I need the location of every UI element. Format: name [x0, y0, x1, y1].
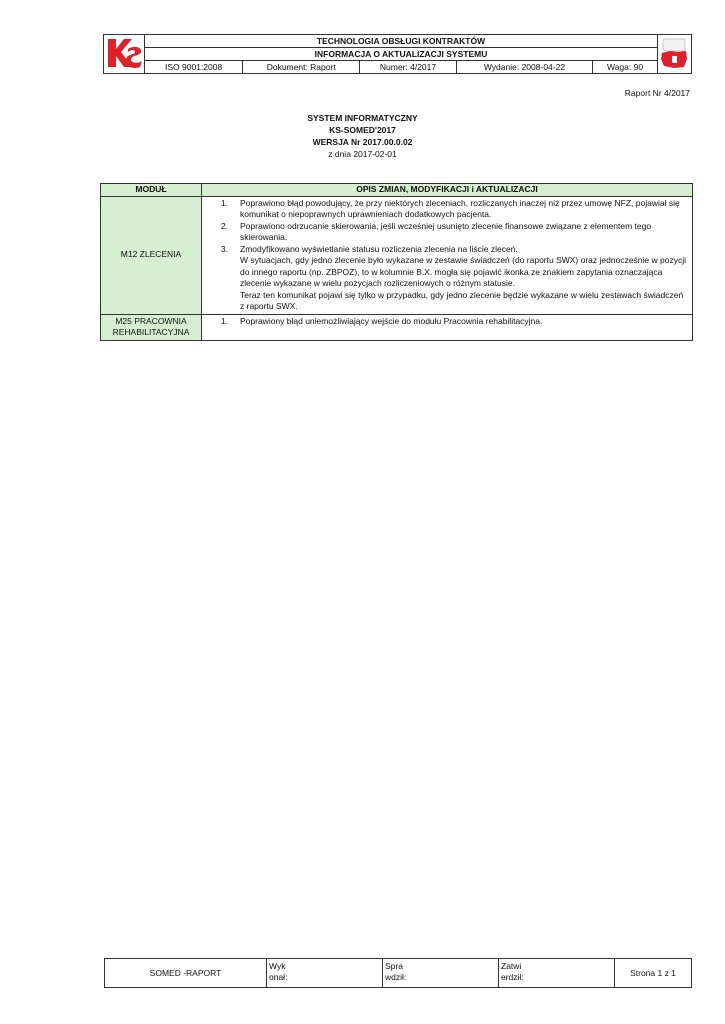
column-header-module: MODUŁ	[101, 184, 202, 197]
certificate-map-icon	[658, 35, 691, 71]
footer-executed-by: Wyk onał:	[267, 959, 383, 988]
title-block	[0, 112, 725, 160]
header-title-2: INFORMACJA O AKTUALIZACJI SYSTEMU	[145, 48, 658, 61]
report-number: Raport Nr 4/2017	[624, 88, 690, 98]
ks-logo-icon	[104, 35, 144, 71]
header-title-1: TECHNOLOGIA OBSŁUGI KONTRAKTÓW	[145, 35, 658, 48]
list-item-continuation	[202, 290, 688, 313]
item-text: Poprawiono odrzucanie skierowania, jeśli wcześniej usunięto zlecenie finansowe związane z elementem tego skierowania.	[240, 220, 652, 242]
edition-date: Wydanie: 2008-04-22	[456, 61, 592, 74]
item-number: 1.	[220, 315, 228, 326]
changes-table	[100, 183, 693, 341]
item-text: Zmodyfikowano wyświetlanie statusu rozliczenia zlecenia na liście zleceń.	[240, 243, 518, 254]
release-date: z dnia 2017-02-01	[328, 149, 397, 159]
change-description	[202, 314, 693, 340]
version-number: WERSJA Nr 2017.00.0.02	[312, 137, 413, 147]
document-type: Dokument: Raport	[243, 61, 360, 74]
table-row	[101, 314, 693, 340]
list-item	[202, 244, 688, 256]
list-item	[202, 198, 688, 221]
change-description	[202, 196, 693, 314]
cert-logo	[658, 35, 692, 74]
item-number: 3.	[220, 243, 228, 254]
item-text: Poprawiono błąd powodujący, że przy niektórych zleceniach, rozliczanych inaczej niż przez umowę NFZ, pojawiał się komunikat o niepoprawnych uprawnieniach dodatkowych pacjenta.	[240, 197, 680, 219]
item-text: Poprawiony błąd uniemożliwiający wejście do modułu Pracownia rehabilitacyjna.	[240, 315, 543, 326]
list-item	[202, 221, 688, 244]
footer-checked-by: Spra wdził:	[383, 959, 499, 988]
page-number: Strona 1 z 1	[615, 959, 692, 988]
list-item	[202, 316, 688, 328]
item-number: 2.	[220, 220, 228, 231]
item-text: Teraz ten komunikat pojawi się tylko w przypadku, gdy jedno zlecenie będzie wykazane w wielu zestawach świadczeń z raportu SWX.	[240, 289, 684, 311]
weight-label: Waga: 90	[593, 61, 658, 74]
footer-document-name: SOMED -RAPORT	[105, 959, 267, 988]
item-text: W sytuacjach, gdy jedno zlecenie było wykazane w zestawie świadczeń (do raportu SWX) oraz jednocześnie w pozycji do innego raportu (np. ZBPOZ), to w kolumnie B.X. mogła się pojawić ikonka ze znakiem zapytania oznaczająca zlecenie wykazane w wielu pozycjach rozliczeniowych o różnym statusie.	[240, 255, 686, 288]
module-name: M25 PRACOWNIA REHABILITACYJNA	[101, 314, 202, 340]
product-name: KS-SOMED'2017	[329, 125, 396, 135]
system-title: SYSTEM INFORMATYCZNY	[307, 113, 418, 123]
column-header-description: OPIS ZMIAN, MODYFIKACJI i AKTUALIZACJI	[202, 184, 693, 197]
footer-approved-by: Zatwi erdził:	[499, 959, 615, 988]
item-number: 1.	[220, 197, 228, 208]
company-logo	[104, 35, 145, 74]
table-row	[101, 196, 693, 314]
module-name: M12 ZLECENIA	[101, 196, 202, 314]
iso-label: ISO 9001:2008	[145, 61, 243, 74]
list-item-continuation	[202, 255, 688, 290]
document-footer	[104, 958, 692, 988]
document-header	[103, 34, 692, 74]
document-number: Numer: 4/2017	[360, 61, 457, 74]
